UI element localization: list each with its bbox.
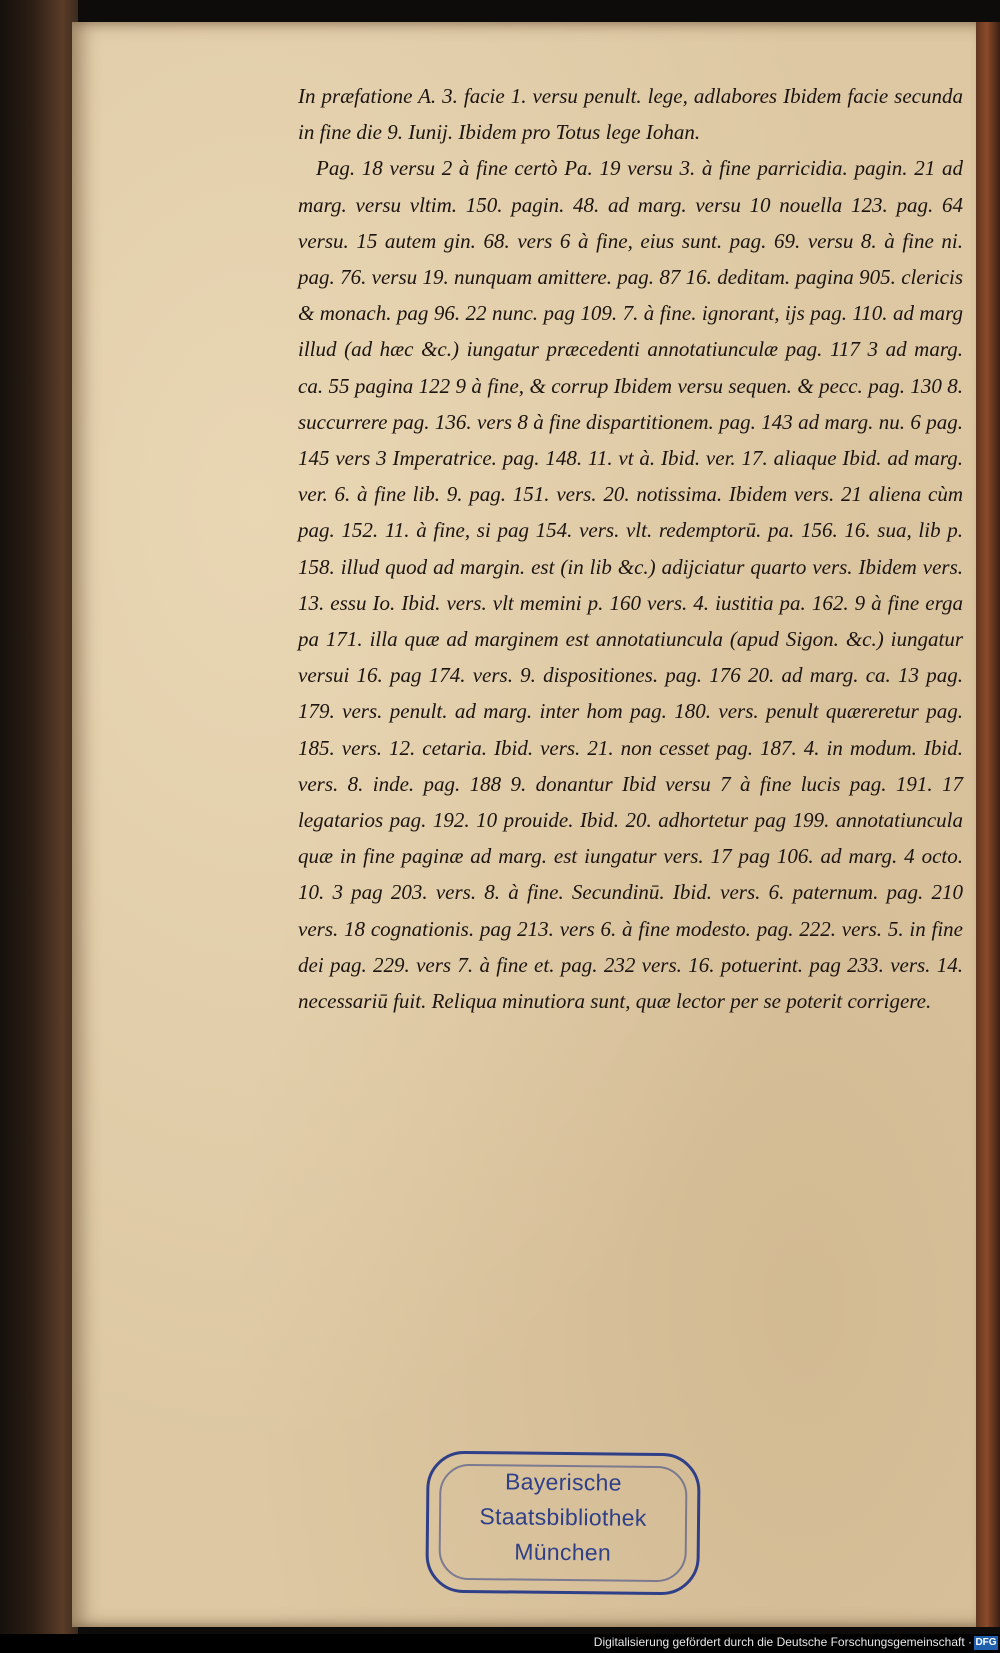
stamp-line-1: Bayerische bbox=[504, 1468, 622, 1496]
errata-text bbox=[298, 78, 963, 1019]
stamp-line-3: München bbox=[514, 1538, 612, 1566]
errata-paragraph-2 bbox=[298, 150, 963, 1019]
errata-paragraph-1: In præfatione A. 3. facie 1. versu penult. lege, adlabores Ibidem facie secunda in fine die 9. Iunij. Ibidem pro Totus lege Iohan. bbox=[298, 84, 963, 145]
footer-credit: Digitalisierung gefördert durch die Deutsche Forschungsgemeinschaft · bbox=[593, 1635, 972, 1649]
footer-bar bbox=[0, 1634, 1000, 1653]
errata-closing-note: Reliqua minutiora sunt, quæ lector per se poterit corrigere. bbox=[431, 989, 932, 1014]
dfg-logo-icon: DFG bbox=[975, 1637, 997, 1648]
library-stamp bbox=[425, 1451, 700, 1596]
page-edge-right bbox=[976, 22, 1000, 1627]
stamp-line-2: Staatsbibliothek bbox=[479, 1503, 647, 1531]
errata-paragraph-2-body: Pag. 18 versu 2 à fine certò Pa. 19 versu 3. à fine parricidia. pagin. 21 ad marg. versu vltim. 150. pagin. 48. ad marg. versu 10 nouella 123. pag. 64 versu. 15 autem gin. 68. vers 6 à fine, eius sunt. pag. 69. versu 8. à fine ni. pag. 76. versu 19. nunquam amittere. pag. 87 16. deditam. pagina 905. clericis & monach. pag 96. 22 nunc. pag 109. 7. à fine. ignorant, ijs pag. 110. ad marg illud (ad hæc &c.) iungatur præcedenti annotatiunculæ pag. 117 3 ad marg. ca. 55 pagina 122 9 à fine, & corrup Ibidem versu sequen. & pecc. pag. 130 8. succurrere pag. 136. vers 8 à fine dispartitionem. pag. 143 ad marg. nu. 6 pag. 145 vers 3 Imperatrice. pag. 148. 11. vt à. Ibid. ver. 17. aliaque Ibid. ad marg. ver. 6. à fine lib. 9. pag. 151. vers. 20. notissima. Ibidem vers. 21 aliena cùm pag. 152. 11. à fine, si pag 154. vers. vlt. redemptorū. pa. 156. 16. sua, lib p. 158. illud quod ad margin. est (in lib &c.) adijciatur quarto vers. Ibidem vers. 13. essu Io. Ibid. vers. vlt memini p. 160 vers. 4. iustitia pa. 162. 9 à fine erga pa 171. illa quæ ad marginem est annotatiuncula (apud Sigon. &c.) iungatur versui 16. pag 174. vers. 9. dispositiones. pag. 176 20. ad marg. ca. 13 pag. 179. vers. penult. ad marg. inter hom pag. 180. vers. penult quæreretur pag. 185. vers. 12. cetaria. Ibid. vers. 21. non cesset pag. 187. 4. in modum. Ibid. vers. 8. inde. pag. 188 9. donantur Ibid versu 7 à fine lucis pag. 191. 17 legatarios pag. 192. 10 prouide. Ibid. 20. adhortetur pag 199. annotatiuncula quæ in fine paginæ ad marg. est iungatur vers. 17 pag 106. ad marg. 4 octo. 10. 3 pag 203. vers. 8. à fine. Secundinū. Ibid. vers. 6. paternum. pag. 210 vers. 18 cognationis. pag 213. vers 6. à fine modesto. pag. 222. vers. 5. in fine dei pag. 229. vers 7. à fine et. pag. 232 vers. 16. potuerint. pag 233. vers. 14. necessariū fuit. bbox=[298, 156, 963, 1014]
book-binding-left bbox=[0, 0, 78, 1653]
